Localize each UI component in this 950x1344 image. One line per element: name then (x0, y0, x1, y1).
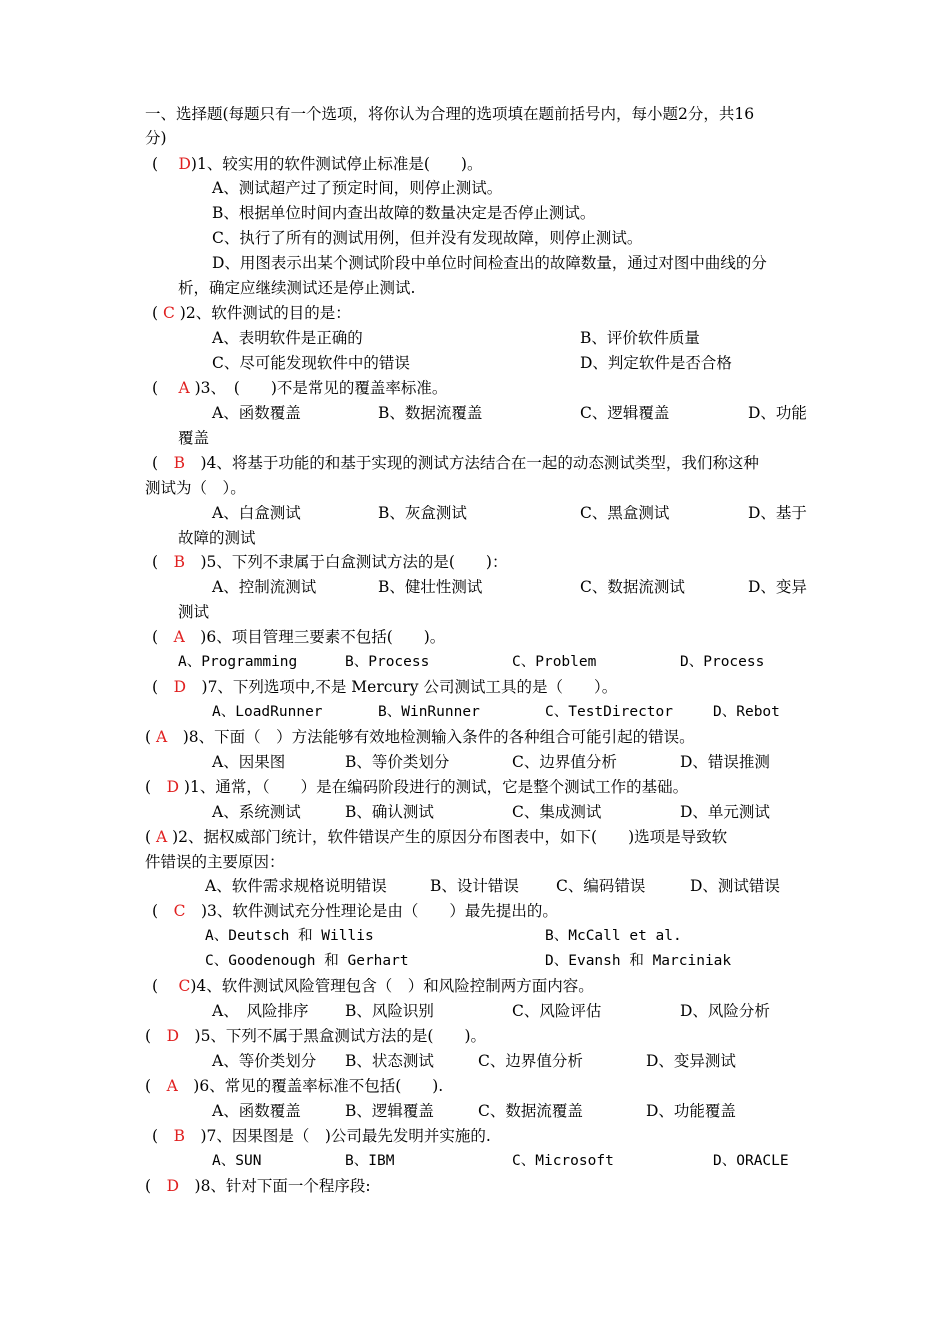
option: D、错误推测 (680, 753, 770, 771)
question-stem: 2、软件测试的目的是： (185, 304, 351, 322)
option: A、因果图 (212, 753, 286, 771)
answer: A (166, 1077, 178, 1095)
question-stem: 4、软件测试风险管理包含（ ）和风险控制两方面内容。 (196, 977, 594, 995)
question-2: ( C )2、软件测试的目的是： (152, 304, 351, 322)
option: D、判定软件是否合格 (580, 354, 732, 372)
section-title: 一、选择题(每题只有一个选项，将你认为合理的选项填在题前括号内，每小题2分，共16 (145, 105, 755, 123)
option: C、TestDirector (545, 704, 673, 720)
option: B、McCall et al. (545, 928, 682, 944)
option: B、确认测试 (345, 803, 434, 821)
question-stem: 5、下列不隶属于白盒测试方法的是( )： (206, 553, 508, 571)
option: B、风险识别 (345, 1002, 434, 1020)
answer: C (162, 304, 175, 322)
option-wrap: 覆盖 (178, 429, 210, 447)
question-6: ( A )6、项目管理三要素不包括( )。 (152, 628, 446, 646)
option: C、边界值分析 (512, 753, 617, 771)
option: A、Deutsch 和 Willis (205, 928, 374, 944)
option: C、Problem (512, 654, 597, 670)
question-stem: 8、针对下面一个程序段: (200, 1177, 371, 1195)
option: C、逻辑覆盖 (580, 404, 670, 422)
answer: D (173, 678, 186, 696)
question-stem: 7、下列选项中,不是 Mercury 公司测试工具的是（ ）。 (207, 678, 618, 696)
question-13: ( D )5、下列不属于黑盒测试方法的是( )。 (145, 1027, 487, 1045)
question-stem: 2、据权威部门统计，软件错误产生的原因分布图表中，如下( )选项是导致软 (178, 828, 728, 846)
option: B、状态测试 (345, 1052, 434, 1070)
option: A、测试超产过了预定时间，则停止测试。 (212, 179, 503, 197)
option: A、系统测试 (212, 803, 301, 821)
option: A、软件需求规格说明错误 (205, 877, 387, 895)
question-stem: 5、下列不属于黑盒测试方法的是( )。 (200, 1027, 487, 1045)
option: D、风险分析 (680, 1002, 770, 1020)
option: B、灰盒测试 (378, 504, 467, 522)
option: A、LoadRunner (212, 704, 323, 720)
answer: C (178, 977, 191, 995)
option: A、 风险排序 (212, 1002, 309, 1020)
option: D、ORACLE (713, 1153, 789, 1169)
option-wrap: 测试 (178, 603, 210, 621)
option: C、编码错误 (556, 877, 646, 895)
option: B、根据单位时间内查出故障的数量决定是否停止测试。 (212, 204, 596, 222)
option: A、控制流测试 (212, 578, 317, 596)
option: C、数据流覆盖 (478, 1102, 583, 1120)
answer: A (155, 828, 168, 846)
option: D、单元测试 (680, 803, 770, 821)
answer: B (173, 553, 185, 571)
option: A、SUN (212, 1153, 262, 1169)
option: A、表明软件是正确的 (212, 329, 363, 347)
question-stem-cont: 测试为（ ）。 (145, 479, 246, 497)
question-9: ( D )1、通常，（ ）是在编码阶段进行的测试，它是整个测试工作的基础。 (145, 778, 689, 796)
option: C、Microsoft (512, 1153, 614, 1169)
option: A、白盒测试 (212, 504, 301, 522)
answer: B (173, 454, 185, 472)
question-5: ( B )5、下列不隶属于白盒测试方法的是( )： (152, 553, 508, 571)
question-stem: 3、软件测试充分性理论是由（ ）最先提出的。 (207, 902, 558, 920)
answer: A (173, 628, 185, 646)
option: C、黑盒测试 (580, 504, 670, 522)
option: C、执行了所有的测试用例，但并没有发现故障，则停止测试。 (212, 229, 643, 247)
question-16: ( D )8、针对下面一个程序段: (145, 1177, 371, 1195)
option: A、函数覆盖 (212, 1102, 301, 1120)
question-stem: 6、项目管理三要素不包括( )。 (206, 628, 446, 646)
option: A、等价类划分 (212, 1052, 317, 1070)
question-11: ( C )3、软件测试充分性理论是由（ ）最先提出的。 (152, 902, 558, 920)
option: B、Process (345, 654, 430, 670)
question-1: ( D)1、较实用的软件测试停止标准是( )。 (152, 155, 483, 173)
question-stem: 1、通常，（ ）是在编码阶段进行的测试，它是整个测试工作的基础。 (189, 778, 689, 796)
option: B、数据流覆盖 (378, 404, 483, 422)
option: D、Process (680, 654, 765, 670)
option: C、边界值分析 (478, 1052, 583, 1070)
question-stem: 4、将基于功能的和基于实现的测试方法结合在一起的动态测试类型，我们称这种 (206, 454, 759, 472)
option: B、等价类划分 (345, 753, 450, 771)
section-title-cont: 分) (145, 129, 167, 147)
question-10: ( A )2、据权威部门统计，软件错误产生的原因分布图表中，如下( )选项是导致软 (145, 828, 728, 846)
option: B、健壮性测试 (378, 578, 483, 596)
answer: D (166, 778, 179, 796)
option: D、变异 (748, 578, 807, 596)
answer: D (166, 1177, 179, 1195)
answer: D (178, 155, 191, 173)
question-stem: 3、 ( )不是常见的覆盖率标准。 (200, 379, 448, 397)
option: A、Programming (178, 654, 298, 670)
option: C、风险评估 (512, 1002, 602, 1020)
question-4: ( B )4、将基于功能的和基于实现的测试方法结合在一起的动态测试类型，我们称这种 (152, 454, 759, 472)
question-stem: 8、下面（ ）方法能够有效地检测输入条件的各种组合可能引起的错误。 (188, 728, 695, 746)
question-12: ( C)4、软件测试风险管理包含（ ）和风险控制两方面内容。 (152, 977, 594, 995)
answer: A (155, 728, 168, 746)
question-3: ( A )3、 ( )不是常见的覆盖率标准。 (152, 379, 448, 397)
option: C、数据流测试 (580, 578, 685, 596)
question-14: ( A )6、常见的覆盖率标准不包括( ). (145, 1077, 444, 1095)
option: D、Rebot (713, 704, 780, 720)
question-stem: 7、因果图是（ )公司最先发明并实施的. (206, 1127, 491, 1145)
option: C、尽可能发现软件中的错误 (212, 354, 410, 372)
option-wrap: 析，确定应继续测试还是停止测试. (178, 279, 416, 297)
answer: C (173, 902, 186, 920)
option: B、WinRunner (378, 704, 480, 720)
answer: D (166, 1027, 179, 1045)
option: B、设计错误 (430, 877, 519, 895)
option: D、用图表示出某个测试阶段中单位时间检查出的故障数量，通过对图中曲线的分 (212, 254, 767, 272)
option: D、功能覆盖 (646, 1102, 736, 1120)
answer: A (178, 379, 190, 397)
question-7: ( D )7、下列选项中,不是 Mercury 公司测试工具的是（ ）。 (152, 678, 618, 696)
option: B、IBM (345, 1153, 395, 1169)
question-8: ( A )8、下面（ ）方法能够有效地检测输入条件的各种组合可能引起的错误。 (145, 728, 695, 746)
option: A、函数覆盖 (212, 404, 301, 422)
question-stem: 6、常见的覆盖率标准不包括( ). (199, 1077, 444, 1095)
option: D、功能 (748, 404, 807, 422)
question-stem: 1、较实用的软件测试停止标准是( )。 (196, 155, 483, 173)
option: C、Goodenough 和 Gerhart (205, 953, 409, 969)
question-15: ( B )7、因果图是（ )公司最先发明并实施的. (152, 1127, 491, 1145)
option: D、基于 (748, 504, 807, 522)
option: D、测试错误 (690, 877, 780, 895)
answer: B (173, 1127, 185, 1145)
option: D、Evansh 和 Marciniak (545, 953, 732, 969)
option-wrap: 故障的测试 (178, 529, 256, 547)
question-stem-cont: 件错误的主要原因： (145, 853, 285, 871)
option: D、变异测试 (646, 1052, 736, 1070)
option: B、逻辑覆盖 (345, 1102, 434, 1120)
option: C、集成测试 (512, 803, 602, 821)
option: B、评价软件质量 (580, 329, 700, 347)
